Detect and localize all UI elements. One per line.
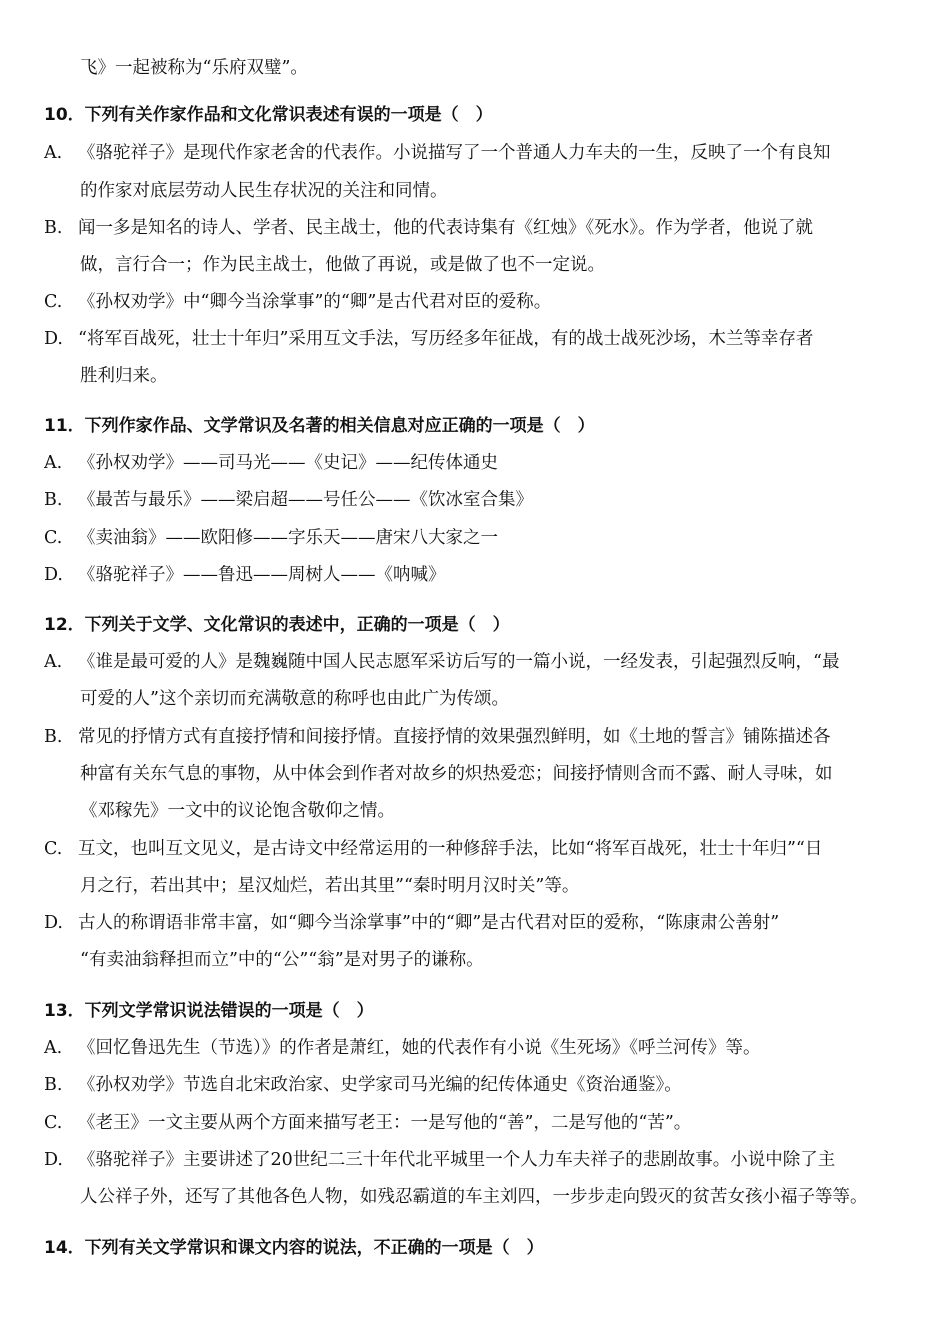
question-12-option-a — [44, 650, 910, 674]
text-line: 月之行，若出其中；星汉灿烂，若出其里”“秦时明月汉时关”等。 — [80, 876, 580, 896]
text-line: 人公祥子外，还写了其他各色人物，如残忍霸道的车主刘四，一步步走向毁灭的贫苦女孩小福子等等。 — [80, 1187, 868, 1207]
option-label: D. — [44, 913, 63, 933]
option-text: 互文，也叫互文见义，是古诗文中经常运用的一种修辞手法，比如“将军百战死，壮士十年归”“日 — [78, 839, 823, 859]
question-10-option-c — [44, 290, 910, 314]
question-11-option-a — [44, 451, 910, 475]
option-text: 常见的抒情方式有直接抒情和间接抒情。直接抒情的效果强烈鲜明，如《土地的誓言》铺陈描述各 — [78, 727, 831, 747]
question-10-heading: 10．下列有关作家作品和文化常识表述有误的一项是（ ） — [44, 105, 493, 125]
question-13-option-b — [44, 1073, 910, 1097]
option-text: 《骆驼祥子》——鲁迅——周树人——《呐喊》 — [78, 565, 446, 585]
option-label: A. — [44, 1038, 63, 1058]
option-label: C. — [44, 528, 63, 548]
option-label: D. — [44, 1150, 63, 1170]
option-label: B. — [44, 727, 63, 747]
option-text: “将军百战死，壮士十年归”采用互文手法，写历经多年征战，有的战士战死沙场，木兰等幸存者 — [78, 329, 814, 349]
option-text: 古人的称谓语非常丰富，如“卿今当涂掌事”中的“卿”是古代君对臣的爱称，“陈康肃公善射” — [78, 913, 780, 933]
question-14-heading: 14．下列有关文学常识和课文内容的说法，不正确的一项是（ ） — [44, 1238, 544, 1258]
option-text: 闻一多是知名的诗人、学者、民主战士，他的代表诗集有《红烛》《死水》。作为学者，他说了就 — [78, 218, 813, 238]
question-11-option-b — [44, 488, 910, 512]
text-line: 胜利归来。 — [80, 366, 168, 386]
question-11-option-d — [44, 563, 910, 587]
text-line: “有卖油翁释担而立”中的“公”“翁”是对男子的谦称。 — [80, 950, 484, 970]
text-line: 可爱的人”这个亲切而充满敬意的称呼也由此广为传颂。 — [80, 689, 509, 709]
question-10-option-a — [44, 141, 910, 165]
option-label: B. — [44, 218, 63, 238]
question-12-option-d — [44, 911, 910, 935]
question-10-option-d — [44, 327, 910, 351]
text-line: 《邓稼先》一文中的议论饱含敬仰之情。 — [80, 801, 395, 821]
question-13-heading: 13．下列文学常识说法错误的一项是（ ） — [44, 1001, 374, 1021]
option-text: 《回忆鲁迅先生（节选）》的作者是萧红，她的代表作有小说《生死场》《呼兰河传》等。 — [78, 1038, 761, 1058]
option-label: C. — [44, 292, 63, 312]
option-text: 《最苦与最乐》——梁启超——号任公——《饮冰室合集》 — [78, 490, 533, 510]
text-line: 做，言行合一；作为民主战士，他做了再说，或是做了也不一定说。 — [80, 255, 605, 275]
text-line: 飞》一起被称为“乐府双璧”。 — [80, 58, 308, 78]
option-label: B. — [44, 1075, 63, 1095]
option-label: C. — [44, 1113, 63, 1133]
option-text: 《骆驼祥子》主要讲述了20世纪二三十年代北平城里一个人力车夫祥子的悲剧故事。小说中除了主 — [78, 1150, 836, 1170]
option-text: 《卖油翁》——欧阳修——字乐天——唐宋八大家之一 — [78, 528, 498, 548]
option-label: D. — [44, 565, 63, 585]
option-label: D. — [44, 329, 63, 349]
question-13-option-a — [44, 1036, 910, 1060]
option-text: 《谁是最可爱的人》是魏巍随中国人民志愿军采访后写的一篇小说，一经发表，引起强烈反响，“最 — [78, 652, 840, 672]
option-label: A. — [44, 652, 63, 672]
question-13-option-d — [44, 1148, 910, 1172]
question-12-option-c — [44, 837, 910, 861]
question-12-heading: 12．下列关于文学、文化常识的表述中，正确的一项是（ ） — [44, 615, 510, 635]
option-text: 《孙权劝学》节选自北宋政治家、史学家司马光编的纪传体通史《资治通鉴》。 — [78, 1075, 682, 1095]
option-label: C. — [44, 839, 63, 859]
question-11-heading: 11．下列作家作品、文学常识及名著的相关信息对应正确的一项是（ ） — [44, 416, 595, 436]
option-text: 《孙权劝学》中“卿今当涂掌事”的“卿”是古代君对臣的爱称。 — [78, 292, 552, 312]
question-13-option-c — [44, 1111, 910, 1135]
question-10-option-b — [44, 216, 910, 240]
option-text: 《老王》一文主要从两个方面来描写老王：一是写他的“善”，二是写他的“苦”。 — [78, 1113, 692, 1133]
option-label: A. — [44, 143, 63, 163]
option-text: 《孙权劝学》——司马光——《史记》——纪传体通史 — [78, 453, 498, 473]
option-text: 《骆驼祥子》是现代作家老舍的代表作。小说描写了一个普通人力车夫的一生，反映了一个有良知 — [78, 143, 831, 163]
text-line: 种富有关东气息的事物，从中体会到作者对故乡的炽热爱恋；间接抒情则含而不露、耐人寻味，如 — [80, 764, 833, 784]
question-11-option-c — [44, 526, 910, 550]
option-label: B. — [44, 490, 63, 510]
option-label: A. — [44, 453, 63, 473]
text-line: 的作家对底层劳动人民生存状况的关注和同情。 — [80, 181, 448, 201]
question-12-option-b — [44, 725, 910, 749]
